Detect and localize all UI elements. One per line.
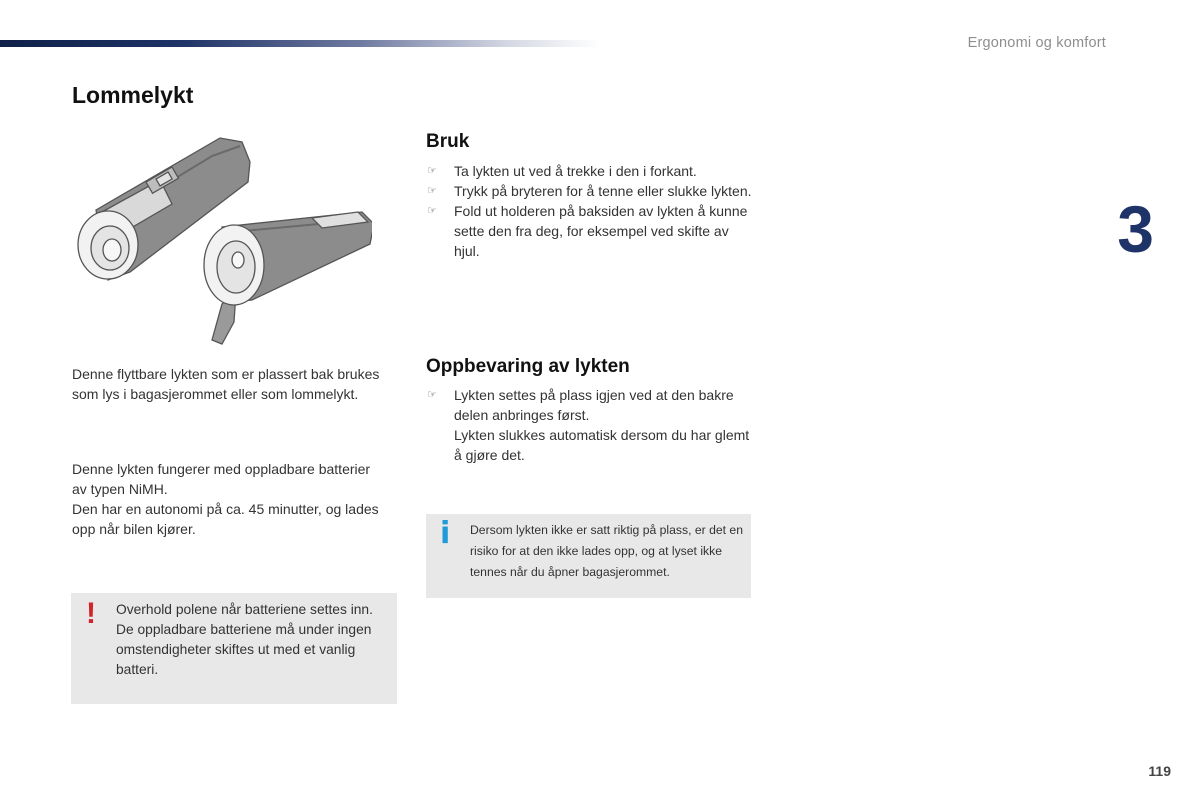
- oppbevaring-list: [426, 385, 756, 465]
- list-item: [426, 201, 756, 261]
- pointing-hand-icon: ☞: [427, 165, 437, 177]
- page-number: 119: [1148, 763, 1171, 779]
- warning-text: Overhold polene når batteriene settes inn. De oppladbare batteriene må under ingen omstendigheter skiftes ut med et vanlig batteri.: [116, 602, 373, 677]
- info-text: Dersom lykten ikke er satt riktig på plass, er det en risiko for at den ikke lades opp, og at lyset ikke tennes når du åpner bagasjerommet.: [470, 523, 743, 579]
- list-item-text: Lykten settes på plass igjen ved at den bakre delen anbringes først.: [454, 387, 734, 423]
- header-gradient-bar: [0, 40, 600, 47]
- oppbevaring-heading: Oppbevaring av lykten: [426, 356, 630, 377]
- list-item: [426, 161, 756, 181]
- pointing-hand-icon: ☞: [427, 185, 437, 197]
- pointing-hand-icon: ☞: [427, 205, 437, 217]
- info-icon: i: [440, 516, 451, 551]
- info-note: [426, 514, 751, 598]
- section-label: Ergonomi og komfort: [967, 35, 1106, 51]
- list-item-text: Trykk på bryteren for å tenne eller slukke lykten.: [454, 183, 752, 199]
- intro-paragraph-2: Denne lykten fungerer med oppladbare batterier av typen NiMH.: [72, 461, 371, 497]
- list-item: [426, 181, 756, 201]
- page-title: Lommelykt: [72, 82, 194, 108]
- list-item-text: Fold ut holderen på baksiden av lykten å kunne sette den fra deg, for eksempel ved skifte av hjul.: [454, 203, 748, 259]
- bruk-heading: Bruk: [426, 131, 470, 152]
- list-item-text: Lykten slukkes automatisk dersom du har glemt å gjøre det.: [454, 427, 750, 463]
- flashlight-bottom: [204, 212, 372, 344]
- warning-note: [71, 593, 397, 704]
- bruk-list: [426, 161, 756, 261]
- intro-paragraph-3: Den har en autonomi på ca. 45 minutter, og lades opp når bilen kjører.: [72, 501, 379, 537]
- list-item-text: Ta lykten ut ved å trekke i den i forkant.: [454, 163, 697, 179]
- flashlight-illustration: [72, 132, 372, 347]
- list-item: [426, 385, 756, 425]
- chapter-number: 3: [1117, 192, 1154, 266]
- intro-paragraph-1: Denne flyttbare lykten som er plassert bak brukes som lys i bagasjerommet eller som lommelykt.: [72, 366, 380, 402]
- warning-exclamation-icon: !: [86, 597, 96, 630]
- list-item: [426, 425, 756, 465]
- pointing-hand-icon: ☞: [427, 389, 437, 401]
